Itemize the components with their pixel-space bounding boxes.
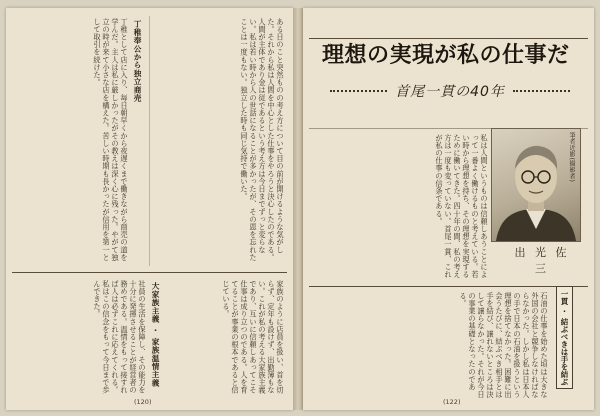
body-text-block: ある日のこと突然ものの考え方について目の前が開けるような気がした。それから私は人間を中心とした仕事をやろうと決心したのである。人間が主体であり金は従であるという考え方は今日までずっと変らない。私は若い時から人の世話になることが多かったが、その恩を忘れたことは一度もない。独立した時も同じ気持で働いた。 [240,18,285,262]
horizontal-divider [309,286,588,287]
section-heading: 丁稚奉公から独立商売 [133,20,142,102]
column-divider [149,16,150,266]
page-number: (120) [134,398,152,406]
dotted-rule [330,90,387,92]
body-text-block: 丁稚として店に入り、毎日朝早くから夜遅くまで働きながら商売の道を学んだ。主人は私に厳しかったがその教えは深く心に残った。やがて独立の時が来て小さな店を構えた。苦しい時期も長かったが信用を第一として取引を続けた。 [93,18,129,262]
horizontal-divider [12,272,287,273]
section-heading: 大家族主義 ・ 家族温情主義 [151,282,160,387]
body-text-block: 家族のように店員を扱い、首を切らず、定年も設けず、出勤簿もない。これが私の考える大家族主義であり、互いに信頼しあってこそ仕事は成り立つのである。人を育てることが事業の根本であると信じている。 [222,280,285,394]
photo-caption: 筆者近影(撮影者) [568,132,575,183]
article-subtitle-row [330,80,570,102]
dotted-rule [513,90,570,92]
body-text-block: 社員の生活を保障し、その能力を十分に発揮させることが経営者の務めである。温情をもって接すれば人は必ずこれに応えてくれる。私はこの信念をもって今日まで歩んできた。 [93,280,147,394]
body-text-block: 私は人間というものは信頼しあうことによって一番よく働けるものと考えている。若い時から理想を持ち、その理想を実現するために働いてきた。四十年の間、私の考え方は一度も変っていない。首尾一貫、これが私の仕事の信条である。 [435,134,489,279]
left-page [6,8,293,410]
article-title: 理想の実現が私の仕事だ [322,43,570,68]
boxed-section-heading: 一貫 ・ 結ぶべきは手を結ぶ [556,286,573,389]
body-text-block: 石油の仕事を始めた頃は大きな外国の会社と競争しなければならなかった。しかし私は日本人の手で日本の石油を扱うという理想を捨てなかった。困難に出会うたびに、結ぶべき相手とは手を結び、譲れないところは決して譲らなかった。それが今日の事業の基礎となったのである。 [459,292,549,399]
author-portrait [491,128,581,242]
book-gutter [293,8,303,410]
page-number: (122) [443,398,461,406]
author-name: 出 光 佐 三 [514,246,570,275]
article-subtitle: 首尾一貫の40年 [395,84,505,100]
